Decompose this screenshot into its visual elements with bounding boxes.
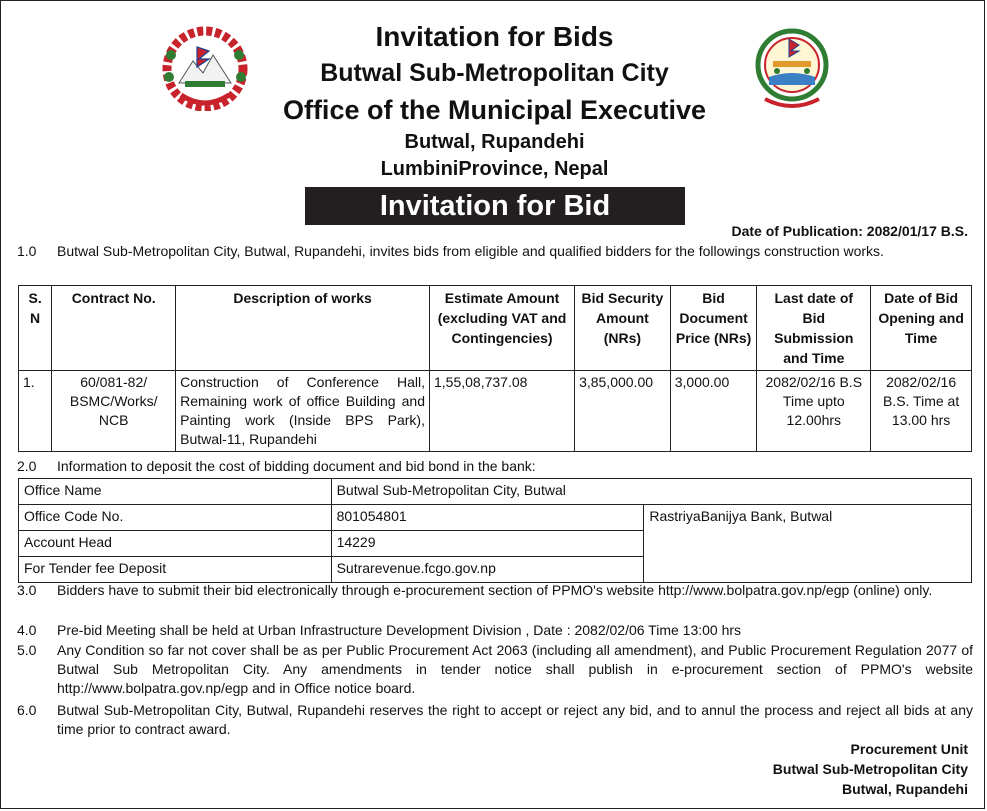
- column-header: Description of works: [176, 286, 430, 371]
- column-header: Last date of Bid Submission and Time: [757, 286, 871, 371]
- column-header: S. N: [19, 286, 52, 371]
- section-2: [17, 457, 973, 476]
- section-number: 4.0: [17, 622, 37, 638]
- section-text: Bidders have to submit their bid electronically through e-procurement section of PPMO's website http://www.bolpatra.gov.np/egp (online) only.: [57, 582, 933, 598]
- table-cell: 1,55,08,737.08: [430, 371, 575, 452]
- column-header: Contract No.: [52, 286, 176, 371]
- section-3: [17, 581, 973, 600]
- table-row: [19, 479, 972, 505]
- signature-org: Butwal Sub-Metropolitan City: [772, 761, 968, 777]
- table-cell: Butwal Sub-Metropolitan City, Butwal: [331, 479, 971, 505]
- section-number: 1.0: [17, 243, 37, 259]
- section-1: [17, 242, 973, 261]
- table-cell: For Tender fee Deposit: [19, 557, 332, 583]
- table-cell: 2082/02/16 B.S Time upto 12.00hrs: [757, 371, 871, 452]
- section-text: Butwal Sub-Metropolitan City, Butwal, Rupandehi, invites bids from eligible and qualified bidders for the followings construction works.: [57, 243, 884, 259]
- table-row: [19, 505, 972, 531]
- bank-name: RastriyaBanijya Bank, Butwal: [644, 505, 972, 583]
- table-header-row: [19, 286, 972, 371]
- section-4: [17, 621, 973, 640]
- column-header: Estimate Amount (excluding VAT and Contingencies): [430, 286, 575, 371]
- table-cell: Construction of Conference Hall, Remaining work of office Building and Painting work (Inside BPS Park), Butwal-11, Rupandehi: [176, 371, 430, 452]
- table-cell: 14229: [331, 531, 644, 557]
- column-header: Date of Bid Opening and Time: [871, 286, 972, 371]
- table-cell: 801054801: [331, 505, 644, 531]
- publication-date: Date of Publication: 2082/01/17 B.S.: [731, 223, 968, 239]
- table-cell: 1.: [19, 371, 52, 452]
- invitation-banner: Invitation for Bid: [305, 187, 685, 225]
- signature-unit: Procurement Unit: [850, 741, 968, 757]
- section-number: 2.0: [17, 458, 37, 474]
- column-header: Bid Security Amount (NRs): [575, 286, 671, 371]
- province: LumbiniProvince, Nepal: [380, 158, 609, 180]
- bank-info-table: [18, 478, 972, 583]
- section-number: 5.0: [17, 642, 37, 658]
- table-cell: Office Code No.: [19, 505, 332, 531]
- page-title: Invitation for Bids: [375, 21, 614, 52]
- table-cell: Sutrarevenue.fcgo.gov.np: [331, 557, 644, 583]
- table-cell: 2082/02/16 B.S. Time at 13.00 hrs: [871, 371, 972, 452]
- section-text: Any Condition so far not cover shall be as per Public Procurement Act 2063 (including all amendment), and Public Procurement Regulation 2077 of Butwal Sub Metropolitan City. Any amendments in tender notice shall publish in e-procurement section of PPMO's website http://www.bolpatra.gov.np/egp and in Office notice board.: [57, 642, 973, 696]
- section-number: 3.0: [17, 582, 37, 598]
- section-6: [17, 701, 973, 739]
- office-location: Butwal, Rupandehi: [404, 131, 585, 153]
- section-5: [17, 641, 973, 698]
- table-cell: 3,85,000.00: [575, 371, 671, 452]
- table-cell: 60/081-82/ BSMC/Works/ NCB: [52, 371, 176, 452]
- office-name: Office of the Municipal Executive: [282, 95, 707, 125]
- section-number: 6.0: [17, 702, 37, 718]
- table-cell: Office Name: [19, 479, 332, 505]
- section-text: Information to deposit the cost of bidding document and bid bond in the bank:: [57, 458, 536, 474]
- bid-table: [18, 285, 972, 452]
- table-cell: Account Head: [19, 531, 332, 557]
- organization-name: Butwal Sub-Metropolitan City: [320, 59, 669, 87]
- section-text: Butwal Sub-Metropolitan City, Butwal, Rupandehi reserves the right to accept or reject any bid, and to annul the process and reject all bids at any time prior to contract award.: [57, 702, 973, 737]
- table-row: [19, 371, 972, 452]
- table-cell: 3,000.00: [670, 371, 757, 452]
- signature-location: Butwal, Rupandehi: [842, 781, 968, 797]
- column-header: Bid Document Price (NRs): [670, 286, 757, 371]
- section-text: Pre-bid Meeting shall be held at Urban Infrastructure Development Division , Date : 2082/02/06 Time 13:00 hrs: [57, 622, 742, 638]
